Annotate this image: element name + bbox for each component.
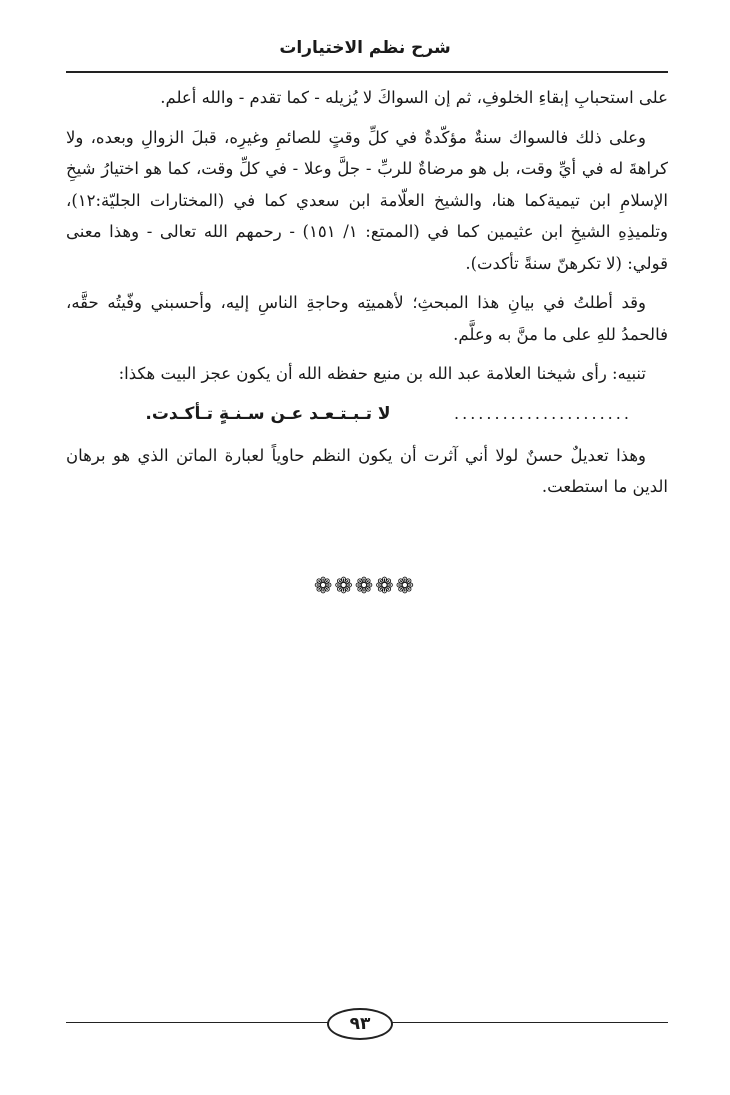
paragraph-1: على استحبابِ إبقاءِ الخلوفِ، ثم إن السواكَ لا يُزيله - كما تقدم - والله أعلم. <box>160 88 668 107</box>
verse-second-hemistich: لا تـبـتـعـد عـن سـنـةٍ تـأكـدت. <box>145 403 391 424</box>
page-body <box>66 82 668 511</box>
section-ornament: ❁❁❁❁❁ <box>313 574 417 599</box>
paragraph-3: وقد أطلتُ في بيانِ هذا المبحثِ؛ لأهميتِه وحاجةِ الناسِ إليه، وأحسبني وفّيتُه حقَّه، فالحمدُ للهِ على ما منَّ به وعلَّم. <box>66 293 668 344</box>
header-rule <box>66 71 668 73</box>
running-header: شرح نظم الاختيارات <box>279 38 451 58</box>
paragraph-5: وهذا تعديلٌ حسنٌ لولا أني آثرت أن يكون النظم حاوياً لعبارة الماتن الذي هو برهان الدين ما استطعت. <box>66 445 668 496</box>
page-number: ٩٣ <box>327 1008 393 1040</box>
paragraph-4: تنبيه: رأى شيخنا العلامة عبد الله بن منيع حفظه الله أن يكون عجز البيت هكذا: <box>118 364 646 383</box>
verse-first-hemistich: ...................... <box>454 403 632 423</box>
paragraph-2: وعلى ذلك فالسواك سنةٌ مؤكّدةٌ في كلِّ وقتٍ للصائمِ وغيرِه، قبلَ الزوالِ وبعده، ولا كراهةَ له في أيِّ وقت، بل هو مرضاةٌ للربِّ - جلَّ وعلا - في كلِّ وقت، كما هو اختيارُ شيخِ الإسلامِ ابن تيميةكما هنا، والشيخ العلّامة ابن سعدي كما في (المختارات الجليّة:١٢)، وتلميذِهِ الشيخِ ابن عثيمين كما في (الممتع: ١/ ١٥١) - رحمهم الله تعالى - وهذا معنى قولي: (لا تكرهنّ سنةً تأكدت). <box>66 127 668 273</box>
verse-line <box>66 398 668 430</box>
